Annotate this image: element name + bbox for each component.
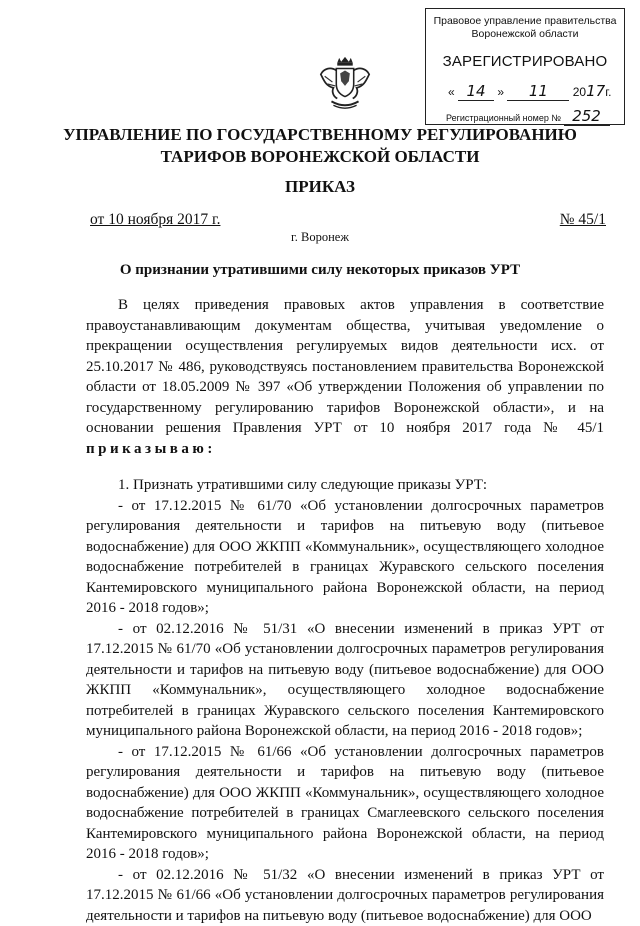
organization-title-line2: ТАРИФОВ ВОРОНЕЖСКОЙ ОБЛАСТИ xyxy=(60,146,580,168)
order-subject: О признании утратившими силу некоторых приказов УРТ xyxy=(60,262,580,279)
stamp-date-year-prefix: 20 xyxy=(573,85,586,99)
item1-title: 1. Признать утратившими силу следующие приказы УРТ: xyxy=(86,475,604,496)
preamble-paragraph xyxy=(86,295,604,459)
stamp-date-day: 14 xyxy=(458,82,494,101)
stamp-org-line1: Правовое управление правительства xyxy=(426,15,624,28)
stamp-date-year: 17 xyxy=(586,82,605,100)
stamp-date-month: 11 xyxy=(507,82,569,101)
order-word: приказываю: xyxy=(86,441,216,457)
stamp-date xyxy=(448,82,611,101)
order-date: от 10 ноября 2017 г. xyxy=(90,211,220,229)
list-item: - от 17.12.2015 № 61/66 «Об установлении долгосрочных параметров регулирования деятельности и тарифов на питьевую воду (питьевое водоснабжение) для ООО ЖКПП «Коммунальник», осуществляющего холодное водоснабжение потребителей в границах Смаглеевского сельского поселения Кантемировского муниципального района Воронежской области, на период 2016 - 2018 годов»; xyxy=(86,742,604,865)
stamp-org-line2: Воронежской области xyxy=(426,28,624,41)
stamp-date-open-quote: « xyxy=(448,85,455,99)
coat-of-arms-icon xyxy=(316,55,374,113)
stamp-number-label: Регистрационный номер № xyxy=(446,113,561,123)
list-item: - от 02.12.2016 № 51/31 «О внесении изменений в приказ УРТ от 17.12.2015 № 61/70 «Об установлении долгосрочных параметров регулирования деятельности и тарифов на питьевую воду (питьевое водоснабжение) для ООО ЖКПП «Коммунальник», осуществляющего холодное водоснабжение потребителей в границах Журавского сельского поселения Кантемировского муниципального района Воронежской области, на период 2016 - 2018 годов»; xyxy=(86,619,604,742)
registration-stamp xyxy=(425,8,625,125)
organization-title-line1: УПРАВЛЕНИЕ ПО ГОСУДАРСТВЕННОМУ РЕГУЛИРОВАНИЮ xyxy=(60,124,580,146)
stamp-date-year-suffix: г. xyxy=(605,85,611,99)
list-item: - от 17.12.2015 № 61/70 «Об установлении долгосрочных параметров регулирования деятельности и тарифов на питьевую воду (питьевое водоснабжение) для ООО ЖКПП «Коммунальник», осуществляющего холодное водоснабжение потребителей в границах Журавского сельского поселения Кантемировского муниципального района Воронежской области, на период 2016 - 2018 годов»; xyxy=(86,496,604,619)
stamp-status: ЗАРЕГИСТРИРОВАНО xyxy=(426,53,624,70)
list-item: - от 02.12.2016 № 51/32 «О внесении изменений в приказ УРТ от 17.12.2015 № 61/66 «Об установлении долгосрочных параметров регулирования деятельности и тарифов на питьевую воду (питьевое водоснабжение) для ООО xyxy=(86,865,604,926)
stamp-date-close-quote: » xyxy=(497,85,504,99)
stamp-organization xyxy=(426,15,624,41)
document-type: ПРИКАЗ xyxy=(60,177,580,197)
organization-title xyxy=(60,124,580,168)
city: г. Воронеж xyxy=(60,230,580,245)
order-body xyxy=(86,295,604,926)
stamp-number-value: 252 xyxy=(564,107,610,126)
paragraph-gap xyxy=(86,459,604,475)
order-number: № 45/1 xyxy=(560,211,606,229)
preamble-text: В целях приведения правовых актов управления в соответствие правоустанавливающим документам общества, учитывая уведомление о прекращении осуществления регулируемых видов деятельности исх. от 25.10.2017 № 486, руководствуясь постановлением правительства Воронежской области от 18.05.2009 № 397 «Об утверждении Положения об управлении по государственному регулированию тарифов Воронежской области», и на основании решения Правления УРТ от 10 ноября 2017 года № 45/1 xyxy=(86,297,604,436)
